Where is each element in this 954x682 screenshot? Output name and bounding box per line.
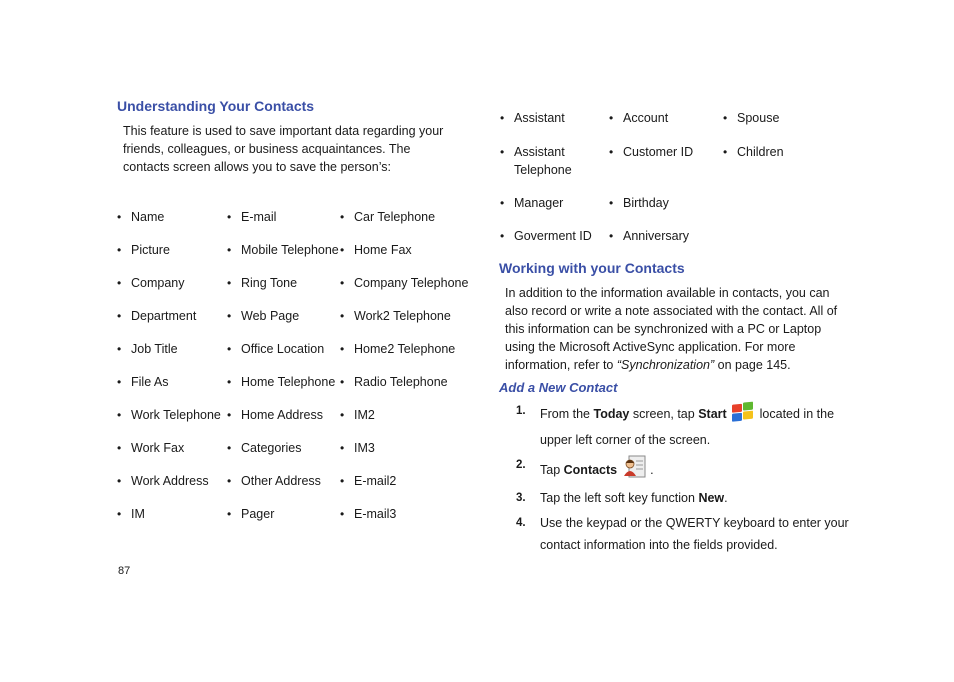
- field-list-item: • E-mail3: [340, 505, 468, 523]
- page-number: 87: [118, 565, 131, 577]
- section-heading-working: Working with your Contacts: [499, 260, 685, 276]
- field-list-item: • Name: [117, 208, 221, 226]
- start-label: Start: [698, 406, 727, 421]
- add-contact-steps: [516, 400, 856, 556]
- field-list-item: • Home Address: [227, 406, 339, 424]
- field-list-item: • IM2: [340, 406, 468, 424]
- field-list-item: • Ring Tone: [227, 274, 339, 292]
- field-list-item: • E-mail2: [340, 472, 468, 490]
- step-number: 2.: [516, 459, 526, 471]
- new-label: New: [698, 491, 725, 505]
- field-list-item: • Work Address: [117, 472, 221, 490]
- field-list-item: • Children: [723, 143, 784, 161]
- field-list-item: • Company Telephone: [340, 274, 468, 292]
- field-list-item: • Assistant: [500, 109, 565, 127]
- contacts-icon: [621, 454, 647, 487]
- field-list-item: • Other Address: [227, 472, 339, 490]
- field-list-item: • Office Location: [227, 340, 339, 358]
- field-list-item: • Goverment ID: [500, 227, 592, 245]
- field-list-left-2: [227, 208, 339, 538]
- field-list-item: • Home2 Telephone: [340, 340, 468, 358]
- field-list-item: • Picture: [117, 241, 221, 259]
- field-list-left-1: [117, 208, 221, 538]
- field-list-item: • Birthday: [609, 194, 669, 212]
- contacts-label: Contacts: [563, 462, 618, 477]
- field-list-item: • E-mail: [227, 208, 339, 226]
- working-paragraph-main: In addition to the information available in contacts, you can also record or write a note associated with the contact. All of this information can be synchronized with a PC or Laptop using the Microsoft ActiveSync application. For more information, refer to: [505, 286, 838, 372]
- step-text: Use the keypad or the QWERTY keyboard to enter your contact information into the fields provided.: [540, 516, 849, 552]
- step-text: .: [650, 462, 654, 477]
- field-list-item: • Spouse: [723, 109, 779, 127]
- field-list-left-3: [340, 208, 468, 538]
- field-list-item: • Home Telephone: [227, 373, 339, 391]
- subheading-add-new-contact: Add a New Contact: [499, 380, 618, 395]
- field-list-item: • Home Fax: [340, 241, 468, 259]
- field-list-item: • IM3: [340, 439, 468, 457]
- today-label: Today: [593, 406, 630, 421]
- step-2: [516, 454, 856, 487]
- field-list-item: • Work2 Telephone: [340, 307, 468, 325]
- field-list-item: • File As: [117, 373, 221, 391]
- section-heading-understanding: Understanding Your Contacts: [117, 98, 315, 114]
- field-list-item: • Customer ID: [609, 143, 693, 161]
- field-list-item: • Work Telephone: [117, 406, 221, 424]
- field-list-item: • Mobile Telephone: [227, 241, 339, 259]
- field-list-item: • Account: [609, 109, 668, 127]
- synchronization-reference: “Synchronization”: [616, 358, 715, 372]
- step-number: 3.: [516, 492, 526, 504]
- step-3: [516, 487, 856, 509]
- field-list-item: • IM: [117, 505, 221, 523]
- field-list-item: • Job Title: [117, 340, 221, 358]
- step-text: Tap: [540, 462, 561, 477]
- field-list-item: • Anniversary: [609, 227, 689, 245]
- step-number: 4.: [516, 517, 526, 529]
- step-text: .: [724, 491, 728, 505]
- working-paragraph: [505, 284, 850, 374]
- step-number: 1.: [516, 405, 526, 417]
- field-list-item: • Company: [117, 274, 221, 292]
- step-text: located in the upper left corner of the screen.: [540, 406, 835, 447]
- field-list-item: • Web Page: [227, 307, 339, 325]
- field-list-item: • Department: [117, 307, 221, 325]
- step-text: Tap the left soft key function: [540, 491, 695, 505]
- field-list-item: • Car Telephone: [340, 208, 468, 226]
- field-list-item: • Assistant Telephone: [500, 143, 572, 179]
- field-list-item: • Manager: [500, 194, 563, 212]
- field-list-item: • Radio Telephone: [340, 373, 468, 391]
- step-text: From the: [540, 406, 591, 421]
- working-paragraph-tail: on page 145.: [717, 358, 791, 372]
- step-4: [516, 512, 856, 556]
- field-list-item: • Work Fax: [117, 439, 221, 457]
- intro-paragraph: This feature is used to save important data regarding your friends, colleagues, or business acquaintances. The contacts screen allows you to save the person’s:: [123, 124, 444, 174]
- step-1: [516, 400, 856, 451]
- windows-start-icon: [730, 400, 756, 429]
- field-list-item: • Pager: [227, 505, 339, 523]
- field-list-item: • Categories: [227, 439, 339, 457]
- step-text: screen, tap: [632, 406, 695, 421]
